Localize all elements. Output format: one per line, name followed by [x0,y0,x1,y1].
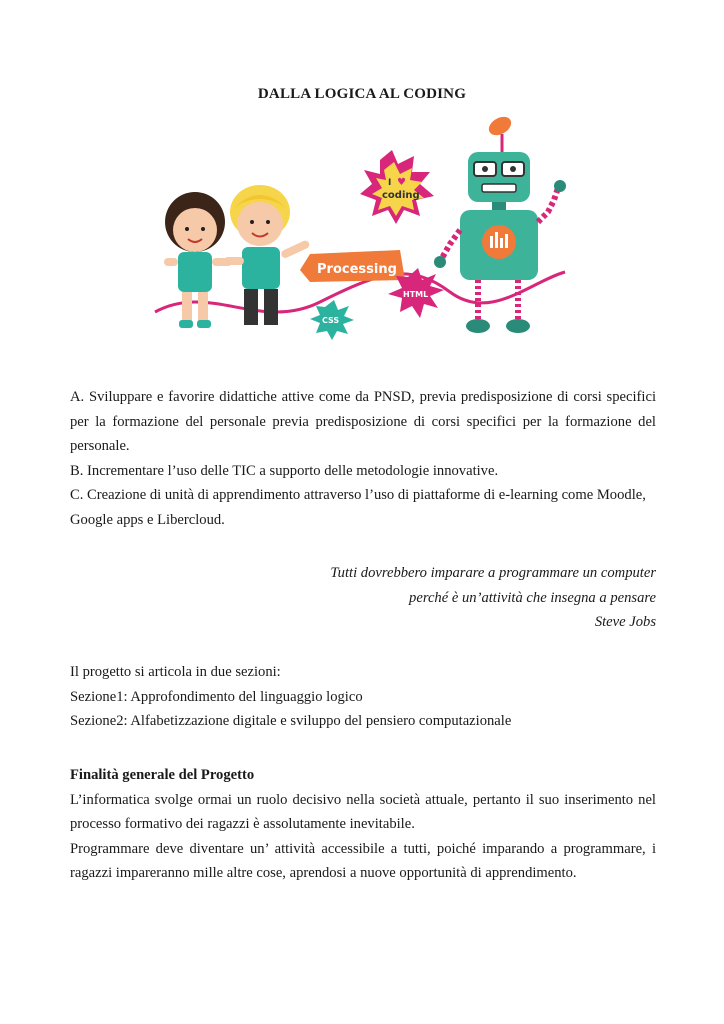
finalita-paragraph-2: Programmare deve diventare un’ attività accessibile a tutti, poiché imparando a programmare, i ragazzi impareranno mille altre cose, aprendosi a nuove opportunità di apprendimento. [70,840,656,881]
boy-figure [224,185,311,325]
html-label: HTML [403,290,429,299]
sections-block [70,660,656,734]
coding-illustration [150,112,570,340]
section-2: Sezione2: Alfabetizzazione digitale e sviluppo del pensiero computazionale [70,713,512,729]
objectives-block [70,385,656,532]
sections-intro: Il progetto si articola in due sezioni: [70,664,281,680]
quote-author: Steve Jobs [594,614,656,630]
css-label: CSS [322,316,340,325]
finalita-block [70,763,656,886]
quote-line-2: perché è un’attività che insegna a pensare [409,589,656,606]
steve-jobs-quote [156,561,656,635]
objective-a: A. Sviluppare e favorire didattiche attive come da PNSD, previa predisposizione di corsi specifici per la formazione del personale previa predisposizione di corsi specifici per la formazione del personale. [70,389,656,454]
objective-b: B. Incrementare l’uso delle TIC a supporto delle metodologie innovative. [70,462,499,479]
processing-tag [300,250,405,282]
quote-line-1: Tutti dovrebbero imparare a programmare un computer [330,565,656,581]
heart-icon: ♥ [397,177,406,188]
coding-label: coding [382,190,420,201]
finalita-heading: Finalità generale del Progetto [70,767,255,783]
css-burst [310,300,354,340]
processing-label: Processing [317,262,397,277]
document-title: DALLA LOGICA AL CODING [257,86,467,102]
love-label: I [388,178,392,188]
finalita-paragraph-1: L’informatica svolge ormai un ruolo decisivo nella società attuale, pertanto il suo inserimento nel processo formativo dei ragazzi è assolutamente inevitabile. [70,791,656,832]
section-1: Sezione1: Approfondimento del linguaggio logico [70,688,363,705]
girl-figure [164,192,232,328]
objective-c: C. Creazione di unità di apprendimento attraverso l’uso di piattaforme di e-learning come Moodle, Google apps e Libercloud. [70,487,646,528]
love-coding-burst [360,150,434,224]
